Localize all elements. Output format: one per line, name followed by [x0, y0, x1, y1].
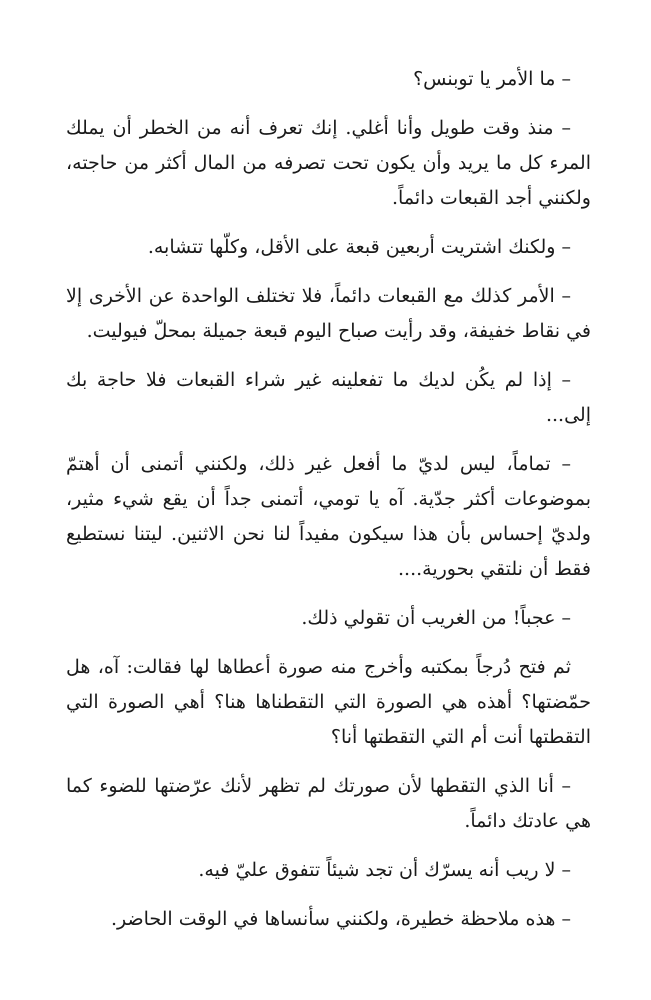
paragraph-5: – إذا لم يكُن لديك ما تفعلينه غير شراء القبعات فلا حاجة بك إلى... [66, 369, 591, 426]
paragraph-3: – ولكنك اشتريت أربعين قبعة على الأقل، وكلّها تتشابه. [147, 236, 571, 258]
paragraph-6: – تماماً، ليس لديّ ما أفعل غير ذلك، ولكنني أتمنى أن أهتمّ بموضوعات أكثر جدّية. آه يا تومي، أتمنى جداً أن يقع شيء مثير، ولديّ إحساس بأن هذا سيكون مفيداً لنا نحن الاثنين. ليتنا نستطيع فقط أن نلتقي بحورية.... [66, 453, 591, 580]
paragraph-11: – هذه ملاحظة خطيرة، ولكنني سأنساها في الوقت الحاضر. [110, 908, 571, 930]
paragraph-9: – أنا الذي التقطها لأن صورتك لم تظهر لأنك عرّضتها للضوء كما هي عادتك دائماً. [66, 775, 591, 832]
paragraph-7: – عجباً! من الغريب أن تقولي ذلك. [301, 607, 571, 629]
paragraph-4: – الأمر كذلك مع القبعات دائماً، فلا تختلف الواحدة عن الأخرى إلا في نقاط خفيفة، وقد رأيت صباح اليوم قبعة جميلة بمحلّ فيوليت. [66, 285, 591, 342]
paragraph-10: – لا ريب أنه يسرّك أن تجد شيئاً تتفوق عليّ فيه. [198, 859, 571, 881]
paragraph-1: – ما الأمر يا توبنس؟ [413, 68, 571, 90]
paragraph-2: – منذ وقت طويل وأنا أغلي. إنك تعرف أنه من الخطر أن يملك المرء كل ما يريد وأن يكون تحت تصرفه من المال أكثر من حاجته، ولكنني أجد القبعات دائماً. [66, 117, 591, 209]
paragraph-8: ثم فتح دُرجاً بمكتبه وأخرج منه صورة أعطاها لها فقالت: آه، هل حمّضتها؟ أهذه هي الصورة التي التقطناها هنا؟ أهي الصورة التي التقطتها أنت أم التي التقطتها أنا؟ [66, 656, 591, 748]
